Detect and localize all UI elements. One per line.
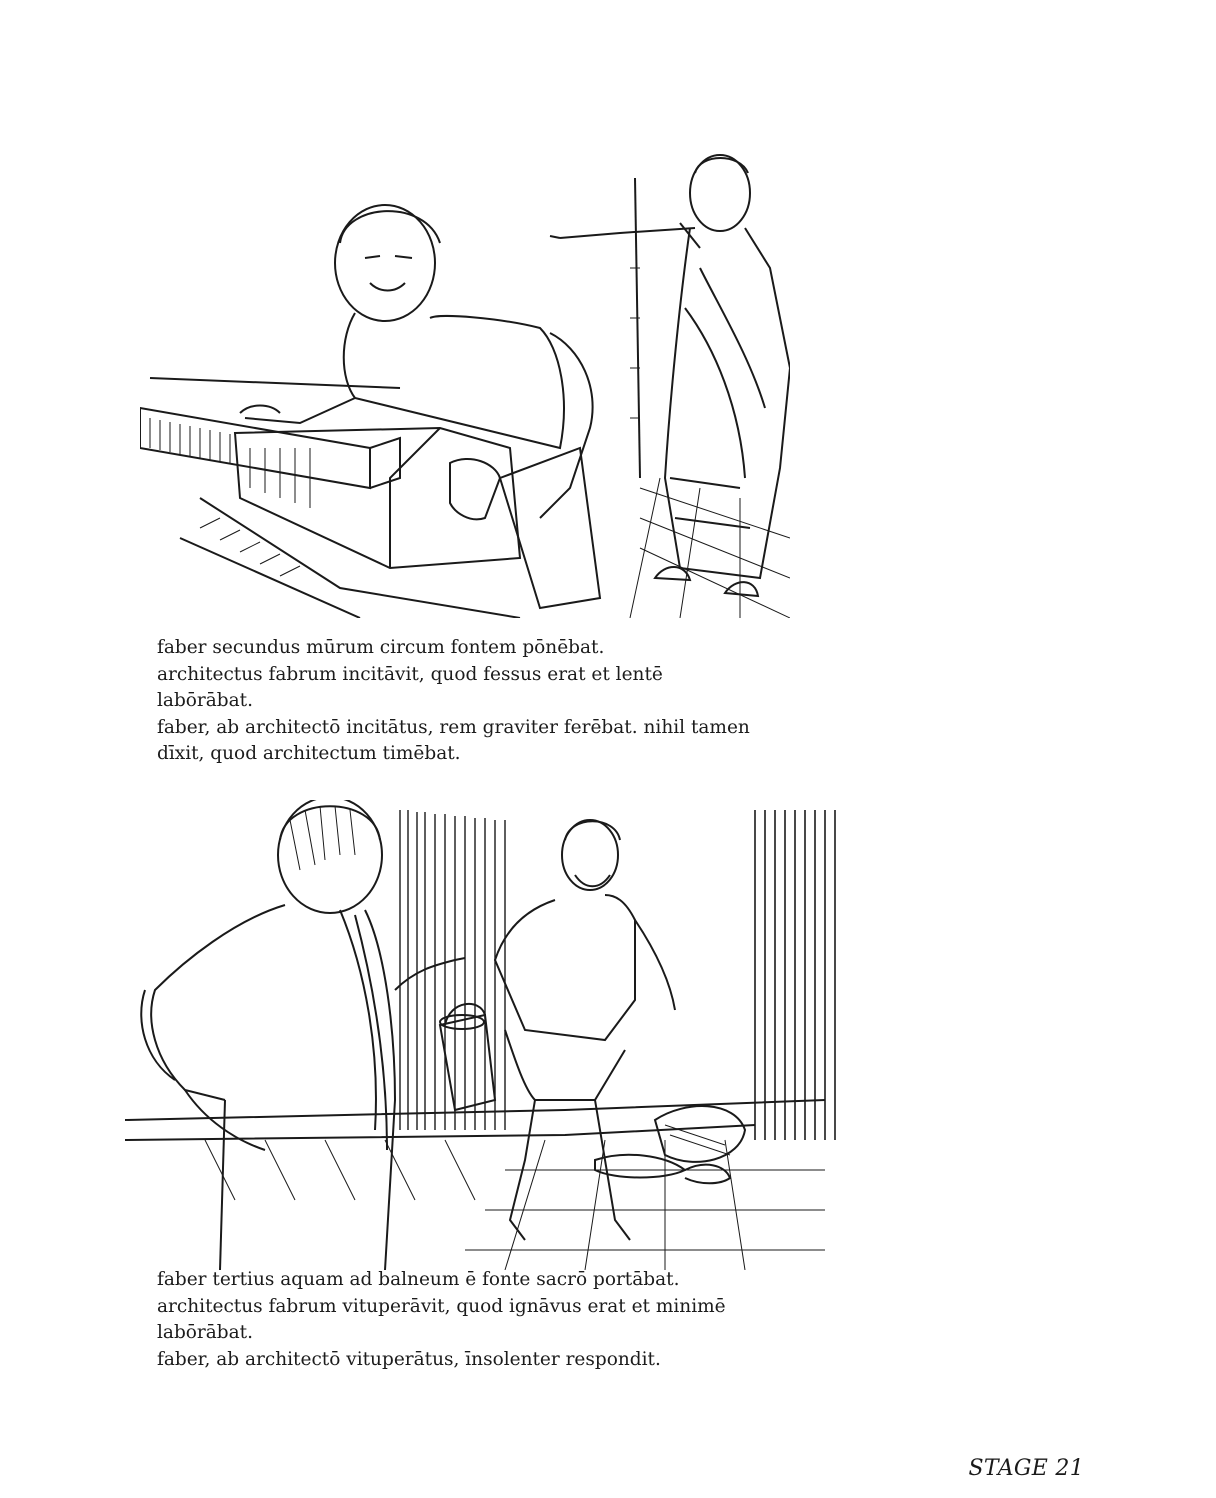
caption-line: faber, ab architectō vituperātus, īnsolenter respondit. bbox=[157, 1348, 661, 1370]
caption-panel-1 bbox=[157, 635, 797, 768]
caption-line: labōrābat. bbox=[157, 690, 253, 711]
caption-line: architectus fabrum incitāvit, quod fessus erat et lentē bbox=[157, 663, 663, 685]
caption-line: labōrābat. bbox=[157, 1322, 253, 1343]
caption-panel-2 bbox=[157, 1267, 797, 1373]
caption-line: faber tertius aquam ad balneum ē fonte sacrō portābat. bbox=[157, 1269, 680, 1290]
caption-line: architectus fabrum vituperāvit, quod ignāvus erat et minimē bbox=[157, 1295, 726, 1317]
illustration-worker-wall bbox=[140, 148, 790, 618]
caption-line: faber, ab architectō incitātus, rem graviter ferēbat. nihil tamen bbox=[157, 716, 750, 738]
illustration-worker-bucket bbox=[125, 800, 845, 1270]
caption-line: dīxit, quod architectum timēbat. bbox=[157, 743, 461, 764]
stage-label: STAGE 21 bbox=[968, 1456, 1084, 1481]
caption-line: faber secundus mūrum circum fontem pōnēbat. bbox=[157, 637, 605, 658]
